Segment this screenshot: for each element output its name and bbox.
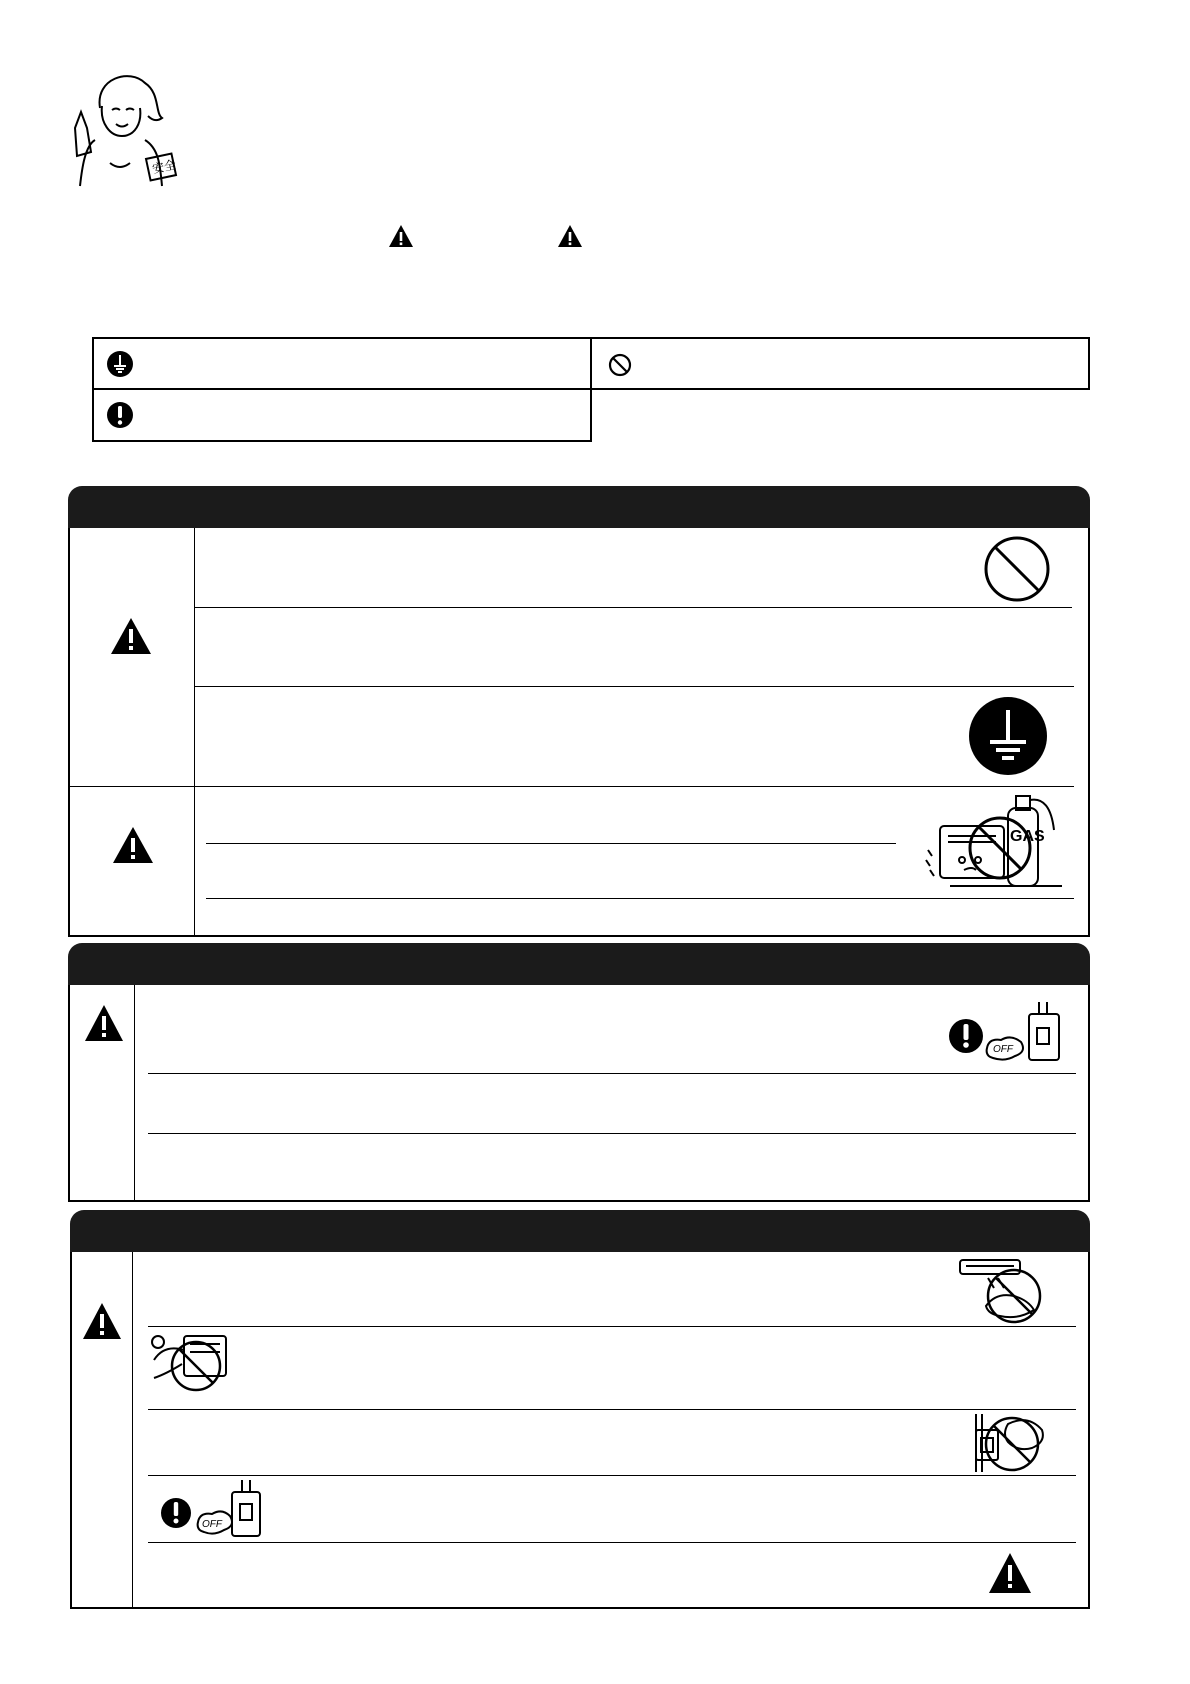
section-1-row-divider [206, 843, 896, 844]
breaker-off-illustration [196, 1478, 266, 1540]
legend-cell-ground [92, 337, 592, 390]
ground-symbol-icon [968, 696, 1048, 776]
section-2-row-divider [148, 1133, 1076, 1134]
section-2-row-divider [148, 1073, 1076, 1074]
section-1-divider [194, 528, 195, 936]
mascot-card-text: 安全 [150, 157, 178, 177]
breaker-off-illustration [985, 1000, 1065, 1066]
section-1-header [68, 486, 1090, 528]
section-3-header [70, 1210, 1090, 1252]
section-1-group-divider [68, 786, 1074, 787]
legend-cell-mandatory [92, 388, 592, 442]
warning-icon [110, 617, 152, 655]
ground-icon [106, 350, 134, 378]
warning-icon [82, 1302, 122, 1340]
prohibition-circle-icon [608, 353, 632, 377]
gas-label: GAS [1010, 828, 1045, 845]
off-label: OFF [202, 1519, 222, 1530]
section-3-row-divider [148, 1409, 1076, 1410]
warning-icon [988, 1552, 1032, 1594]
section-3-row-divider [148, 1475, 1076, 1476]
warning-icon [84, 1004, 124, 1042]
mascot-illustration [70, 68, 180, 188]
exclamation-mandatory-icon [948, 1018, 984, 1054]
section-2-divider [134, 985, 135, 1201]
section-1-row-divider [194, 607, 1072, 608]
section-3-row-divider [148, 1326, 1076, 1327]
gas-hazard-illustration [920, 790, 1062, 892]
section-3-row-divider [148, 1542, 1076, 1543]
legend-cell-prohibited [590, 337, 1090, 390]
section-2-header [68, 943, 1090, 985]
off-label: OFF [993, 1044, 1013, 1055]
no-wet-hands-outlet-illustration [968, 1412, 1048, 1474]
section-1-row-divider [206, 898, 1074, 899]
exclamation-mandatory-icon [160, 1497, 192, 1529]
warning-icon [388, 224, 414, 248]
no-reaching-into-unit-illustration [150, 1330, 234, 1396]
section-3-panel [70, 1252, 1090, 1609]
section-2-panel [68, 985, 1090, 1202]
no-sleeping-under-unit-illustration [958, 1258, 1050, 1324]
section-1-row-divider [194, 686, 1074, 687]
prohibition-circle-icon [983, 535, 1051, 603]
exclamation-mandatory-icon [106, 401, 134, 429]
warning-icon [557, 224, 583, 248]
section-3-divider [132, 1252, 133, 1608]
warning-icon [112, 826, 154, 864]
